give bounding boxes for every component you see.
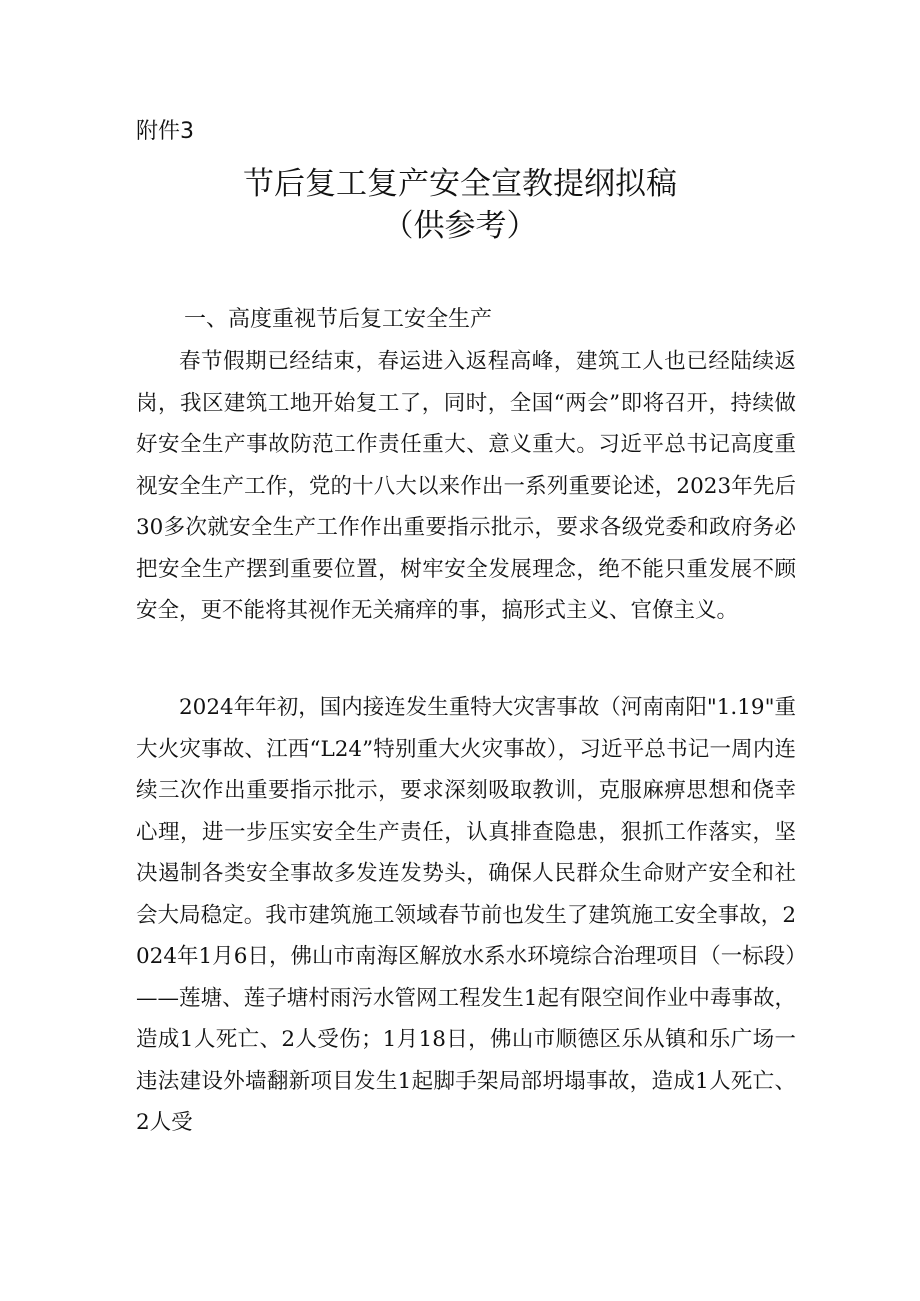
attachment-label: 附件3 bbox=[136, 119, 194, 144]
document-subtitle: （供参考） bbox=[382, 208, 538, 244]
section-heading: 一、高度重视节后复工安全生产 bbox=[184, 307, 493, 332]
body-paragraph: 2024年年初，国内接连发生重特大灾害事故（河南南阳"1.19"重大火灾事故、江西“L24”特别重大火灾事故），习近平总书记一周内连续三次作出重要指示批示，要求深刻吸取教训，克服麻痹思想和侥幸心理，进一步压实安全生产责任，认真排查隐患，狠抓工作落实，坚决遏制各类安全事故多发连发势头，确保人民群众生命财产安全和社会大局稳定。我市建筑施工领域春节前也发生了建筑施工安全事故，2024年1月6日，佛山市南海区解放水系水环境综合治理项目（一标段）——莲塘、莲子塘村雨污水管网工程发生1起有限空间作业中毒事故，造成1人死亡、2人受伤；1月18日，佛山市顺德区乐从镇和乐广场一违法建设外墙翻新项目发生1起脚手架局部坍塌事故，造成1人死亡、2人受 bbox=[136, 695, 796, 1135]
body-paragraph: 春节假期已经结束，春运进入返程高峰，建筑工人也已经陆续返岗，我区建筑工地开始复工了，同时，全国“两会”即将召开，持续做好安全生产事故防范工作责任重大、意义重大。习近平总书记高度重视安全生产工作，党的十八大以来作出一系列重要论述，2023年先后30多次就安全生产工作作出重要指示批示，要求各级党委和政府务必把安全生产摆到重要位置，树牢安全发展理念，绝不能只重发展不顾安全，更不能将其视作无关痛痒的事，搞形式主义、官僚主义。 bbox=[136, 349, 796, 623]
document-title: 节后复工复产安全宣教提纲拟稿 bbox=[243, 166, 677, 202]
